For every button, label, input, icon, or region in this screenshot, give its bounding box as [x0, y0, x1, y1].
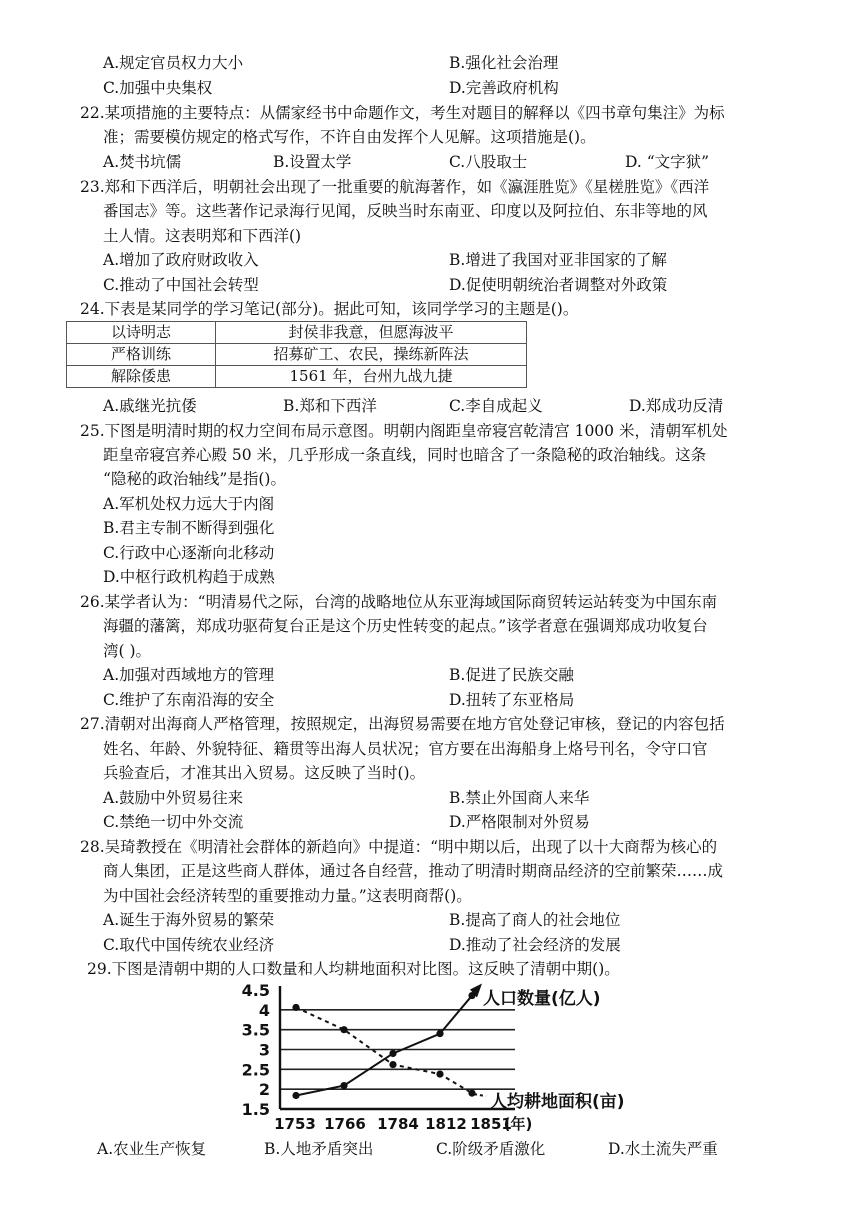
- chart-point-population: [292, 1092, 299, 1099]
- q24-stem-line: 24.下表是某同学的学习笔记(部分)。据此可知，该同学学习的主题是()。: [80, 300, 579, 318]
- q23-stem-line: 土人情。这表明郑和下西洋(): [103, 227, 302, 245]
- chart-x-tick-label: 1753: [274, 1115, 316, 1133]
- q27-option-a: A.鼓励中外贸易往来: [103, 789, 244, 807]
- chart-point-population: [436, 1030, 443, 1037]
- chart-y-tick-label: 1.5: [241, 1100, 270, 1119]
- q26-option-c: C.维护了东南沿海的安全: [103, 691, 275, 709]
- q27-stem-line: 姓名、年龄、外貌特征、籍贯等出海人员状况；官方要在出海船身上烙号刊名，令守口官: [103, 740, 708, 758]
- chart-y-tick-label: 2.5: [241, 1060, 270, 1080]
- q21-option-a: A.规定官员权力大小: [103, 54, 244, 72]
- chart-y-tick-label: 3.5: [241, 1020, 270, 1040]
- q26-option-a: A.加强对西域地方的管理: [103, 666, 275, 684]
- q23-stem-line: 番国志》等。这些著作记录海行见闻，反映当时东南亚、印度以及阿拉伯、东非等地的风: [103, 202, 708, 220]
- chart-x-unit-label: (年): [503, 1115, 533, 1133]
- table-cell: 严格训练: [67, 344, 216, 366]
- q28-option-c: C.取代中国传统农业经济: [103, 936, 275, 954]
- chart-leader-farmland: [474, 1094, 486, 1096]
- q25-stem-line: 25.下图是明清时期的权力空间布局示意图。明朝内阁距皇帝寝宫乾清宫 1000 米，清朝军机处: [80, 422, 728, 440]
- q24-option-d: D.郑成功反清: [629, 397, 724, 415]
- chart-x-tick-label: 1784: [377, 1115, 419, 1133]
- chart-point-farmland: [292, 1004, 299, 1011]
- chart-point-farmland: [468, 1090, 475, 1097]
- q28-stem-line: 28.吴琦教授在《明清社会群体的新趋向》中提道：“明中期以后，出现了以十大商帮为核心的: [80, 838, 718, 856]
- q25-option-d: D.中枢行政机构趋于成熟: [103, 568, 275, 586]
- q28-option-a: A.诞生于海外贸易的繁荣: [103, 911, 275, 929]
- q25-stem-line: 距皇帝寝宫养心殿 50 米，几乎形成一条直线，同时也暗含了一条隐秘的政治轴线。这条: [103, 446, 707, 464]
- chart-point-population: [340, 1082, 347, 1089]
- q29-option-b: B.人地矛盾突出: [264, 1140, 374, 1158]
- chart-series-label-population: 人口数量(亿人): [483, 989, 601, 1009]
- q26-stem-line: 海疆的藩篱，郑成功驱荷复台正是这个历史性转变的起点。”该学者意在强调郑成功收复台: [103, 617, 708, 635]
- chart-x-tick-label: 1766: [324, 1115, 366, 1133]
- chart-point-farmland: [389, 1061, 396, 1068]
- table-cell: 以诗明志: [67, 322, 216, 344]
- q29-option-a: A.农业生产恢复: [97, 1140, 207, 1158]
- q28-option-b: B.提高了商人的社会地位: [449, 911, 621, 929]
- q24-option-b: B.郑和下西洋: [283, 397, 377, 415]
- chart-y-tick-label: 4.5: [241, 981, 270, 1000]
- q22-option-d: D. “文字狱”: [625, 153, 710, 171]
- q22-option-c: C.八股取士: [449, 153, 528, 171]
- chart-y-tick-label: 4: [258, 1000, 270, 1020]
- q21-option-c: C.加强中央集权: [103, 79, 213, 97]
- q23-option-b: B.增进了我国对亚非国家的了解: [449, 251, 667, 269]
- q21-option-b: B.强化社会治理: [449, 54, 559, 72]
- q22-option-a: A.焚书坑儒: [103, 153, 182, 171]
- q25-option-c: C.行政中心逐渐向北移动: [103, 544, 275, 562]
- table-cell: 封侯非我意，但愿海波平: [216, 322, 527, 344]
- chart-x-tick-label: 1812: [425, 1115, 467, 1133]
- q27-stem-line: 27.清朝对出海商人严格管理，按照规定，出海贸易需要在地方官处登记审核，登记的内容包括: [80, 715, 725, 733]
- q22-option-b: B.设置太学: [273, 153, 352, 171]
- q27-stem-line: 兵验查后，才准其出入贸易。这反映了当时()。: [103, 764, 426, 782]
- q27-option-c: C.禁绝一切中外交流: [103, 813, 244, 831]
- q26-stem-line: 湾( )。: [103, 642, 152, 660]
- q27-option-d: D.严格限制对外贸易: [449, 813, 590, 831]
- table-cell: 解除倭患: [67, 366, 216, 388]
- q26-option-d: D.扭转了东亚格局: [449, 691, 575, 709]
- q29-option-d: D.水土流失严重: [608, 1140, 718, 1158]
- chart-series-label-farmland: 人均耕地面积(亩): [490, 1092, 625, 1112]
- q29-stem-line: 29.下图是清朝中期的人口数量和人均耕地面积对比图。这反映了清朝中期()。: [87, 960, 620, 978]
- q26-option-b: B.促进了民族交融: [449, 666, 574, 684]
- q23-option-a: A.增加了政府财政收入: [103, 251, 259, 269]
- table-cell: 1561 年，台州九战九捷: [216, 366, 527, 388]
- chart-y-tick-label: 3: [258, 1040, 270, 1060]
- q21-option-d: D.完善政府机构: [449, 79, 559, 97]
- q24-option-a: A.戚继光抗倭: [103, 397, 197, 415]
- q28-stem-line: 为中国社会经济转型的重要推动力量。”这表明商帮()。: [103, 887, 472, 905]
- q28-stem-line: 商人集团，正是这些商人群体，通过各自经营，推动了明清时期商品经济的空前繁荣……成: [103, 862, 724, 880]
- q25-stem-line: “隐秘的政治轴线”是指()。: [103, 470, 286, 488]
- q25-option-a: A.军机处权力远大于内阁: [103, 495, 275, 513]
- q27-option-b: B.禁止外国商人来华: [449, 789, 590, 807]
- q22-stem-line: 22.某项措施的主要特点：从儒家经书中命题作文，考生对题目的解释以《四书章句集注》为标: [80, 104, 725, 122]
- q25-option-b: B.君主专制不断得到强化: [103, 519, 275, 537]
- chart-point-farmland: [436, 1070, 443, 1077]
- q29-option-c: C.阶级矛盾激化: [436, 1140, 546, 1158]
- chart-point-farmland: [340, 1026, 347, 1033]
- table-cell: 招募矿工、农民，操练新阵法: [216, 344, 527, 366]
- q23-option-c: C.推动了中国社会转型: [103, 276, 259, 294]
- q23-stem-line: 23.郑和下西洋后，明朝社会出现了一批重要的航海著作，如《瀛涯胜览》《星槎胜览》《西洋: [80, 178, 710, 196]
- q26-stem-line: 26.某学者认为：“明清易代之际，台湾的战略地位从东亚海域国际商贸转运站转变为中国东南: [80, 593, 718, 611]
- q24-option-c: C.李自成起义: [449, 397, 543, 415]
- q22-stem-line: 准；需要模仿规定的格式写作，不许自由发挥个人见解。这项措施是()。: [103, 128, 596, 146]
- chart-x-tick-label: 1851: [470, 1115, 512, 1133]
- chart-y-tick-label: 2: [258, 1080, 270, 1100]
- q23-option-d: D.促使明朝统治者调整对外政策: [449, 276, 668, 294]
- chart-point-population: [389, 1050, 396, 1057]
- q28-option-d: D.推动了社会经济的发展: [449, 936, 621, 954]
